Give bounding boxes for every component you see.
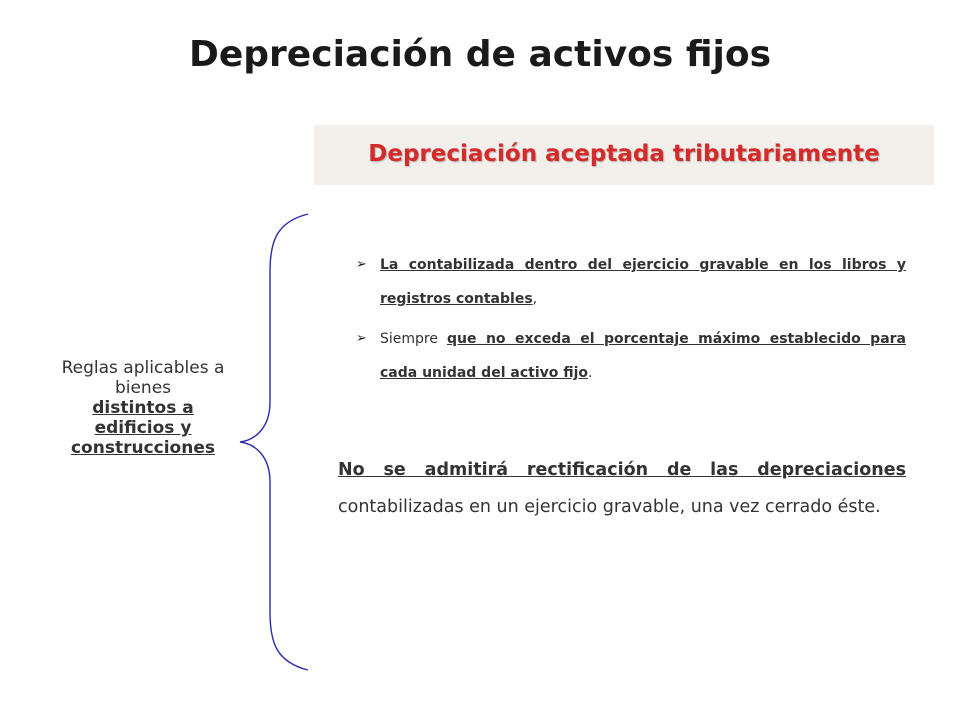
bullet-list [356, 248, 906, 396]
bullet-item-2 [356, 322, 906, 390]
bullet-2-prefix: Siempre [380, 331, 448, 347]
rule-label-line1: Reglas aplicables a bienes [61, 358, 225, 398]
bullet-1-suffix: , [532, 291, 538, 307]
bullet-1-text: La contabilizada dentro del ejercicio gravable en los libros y registros contables [380, 257, 906, 307]
bullet-2-text: que no exceda el porcentaje máximo establecido para cada unidad del activo fijo [380, 331, 906, 381]
note-bold: No se admitirá rectificación de las depreciaciones [338, 460, 906, 480]
bullet-2-suffix: . [588, 365, 593, 381]
bullet-item-1 [356, 248, 906, 316]
rule-label [58, 358, 228, 458]
subtitle-banner [314, 125, 934, 185]
arrow-bullet-icon: ➢ [356, 331, 367, 346]
banner-title: Depreciación aceptada tributariamente [368, 141, 880, 167]
rule-label-line2: distintos a edificios y construcciones [70, 398, 215, 458]
slide-title: Depreciación de activos fijos [188, 34, 772, 75]
curly-brace [236, 212, 316, 672]
note-paragraph [338, 452, 906, 526]
note-rest: contabilizadas en un ejercicio gravable, una vez cerrado éste. [338, 497, 881, 517]
arrow-bullet-icon: ➢ [356, 257, 367, 272]
